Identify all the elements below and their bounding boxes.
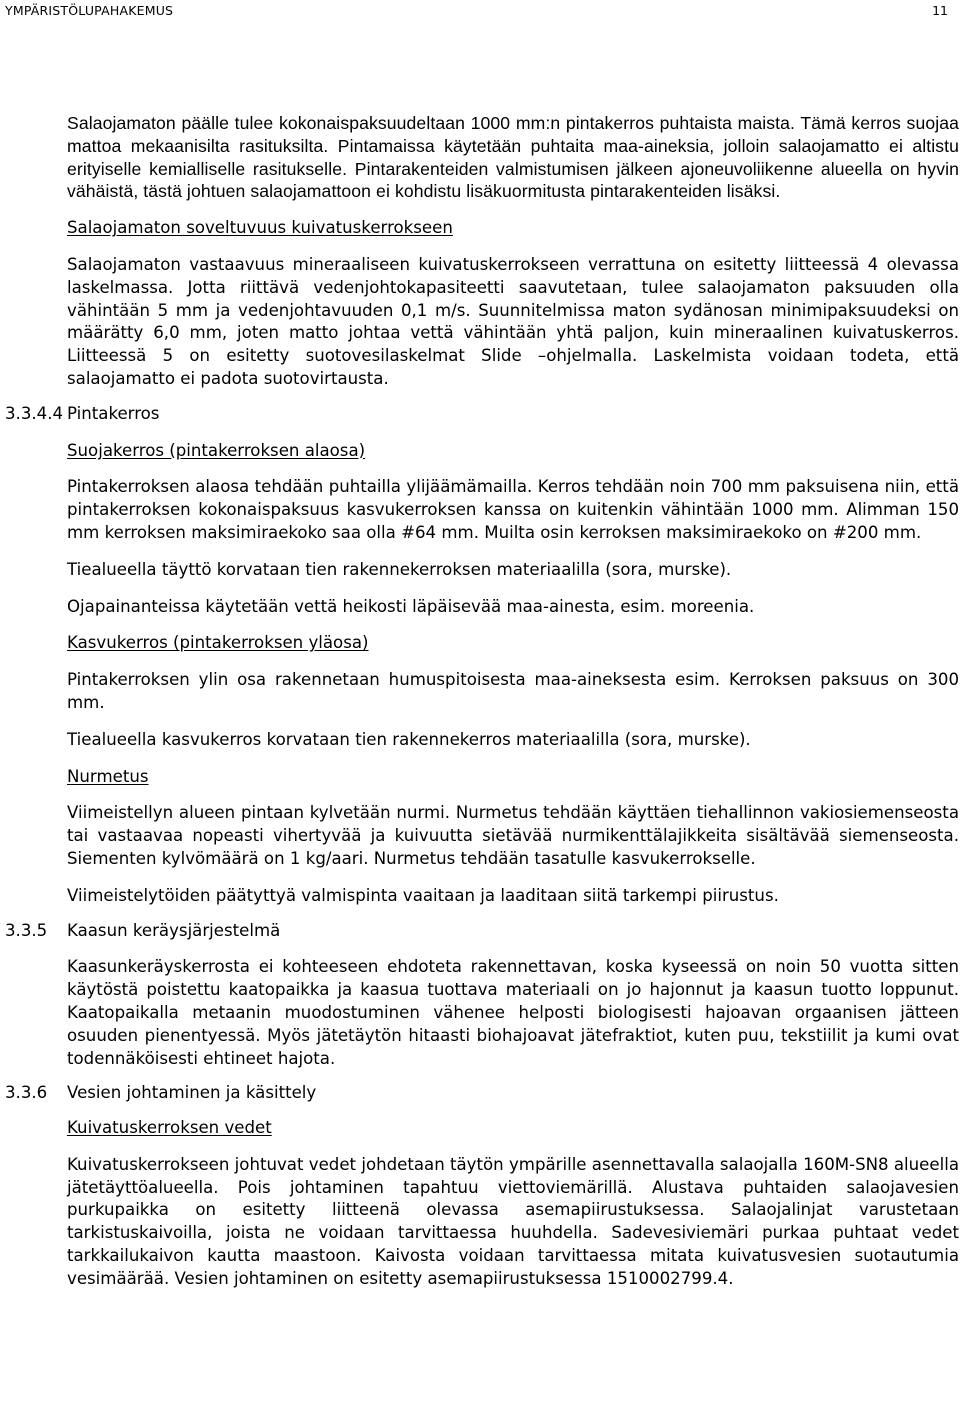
subheading-nurmetus: Nurmetus (67, 766, 149, 786)
section-number: 3.3.5 (5, 920, 48, 940)
paragraph-pintakerroksen-alaosa: Pintakerroksen alaosa tehdään puhtailla ylijäämämailla. Kerros tehdään noin 700 mm paksuisena niin, että pintakerroksen kokonaispaksuus kasvukerroksen kanssa on kuitenkin vähintään 1000 mm. Alimman 150 mm kerroksen maksimiraekoko saa olla #64 mm. Muilta osin kerroksen maksimiraekoko on #200 mm. (67, 477, 959, 542)
paragraph-ojapainanteet: Ojapainanteissa käytetään vettä heikosti läpäisevää maa-ainesta, esim. moreenia. (67, 596, 755, 616)
document-body (5, 112, 959, 1291)
paragraph-kaasunkerays: Kaasunkeräyskerrosta ei kohteeseen ehdoteta rakennettavan, koska kyseessä on noin 50 vuotta sitten käytöstä poistettu kaatopaikka ja kaasua tuottava materiaali on jo hajonnut ja kaasun tuotto loppunut. Kaatopaikalla metaanin muodostuminen vähenee helposti biologisesti hajoavan orgaanisen jätteen osuuden pienentyessä. Myös jätetäytön hitaasti biohajoavat jätefraktiot, kuten puu, tekstiilit ja kumi ovat todennäköisesti ehtineet hajota. (67, 957, 959, 1068)
subheading-kuivatuskerroksen-vedet: Kuivatuskerroksen vedet (67, 1118, 272, 1138)
subheading-salaojamaton-soveltuvuus: Salaojamaton soveltuvuus kuivatuskerrokseen (67, 218, 453, 238)
section-number: 3.3.4.4 (5, 403, 64, 423)
section-heading-3-3-6 (5, 1082, 959, 1105)
paragraph-kasvukerros: Pintakerroksen ylin osa rakennetaan humuspitoisesta maa-aineksesta esim. Kerroksen paksuus on 300 mm. (67, 670, 959, 712)
section-title: Pintakerros (67, 403, 160, 423)
section-title: Vesien johtaminen ja käsittely (67, 1083, 317, 1103)
paragraph-tiealue-kasvukerros: Tiealueella kasvukerros korvataan tien rakennekerros materiaalilla (sora, murske). (67, 729, 751, 749)
paragraph-nurmetus: Viimeistellyn alueen pintaan kylvetään nurmi. Nurmetus tehdään käyttäen tiehallinnon vakiosiemenseosta tai vastaavaa nopeasti vihertyvää ja kuivuutta sietävää nurmikenttälajikkeita sisältävää siemenseosta. Siementen kylvömäärä on 1 kg/aari. Nurmetus tehdään tasatulle kasvukerrokselle. (67, 803, 959, 868)
section-number: 3.3.6 (5, 1083, 48, 1103)
page-header (0, 0, 960, 22)
paragraph-pintakerros-intro: Salaojamaton päälle tulee kokonaispaksuudeltaan 1000 mm:n pintakerros puhtaista maista. Tämä kerros suojaa mattoa mekaanisilta rasituksilta. Pintamaissa käytetään puhtaita maa-aineksia, jolloin salaojamatto ei altistu erityiselle kemialliselle rasitukselle. Pintarakenteiden valmistumisen jälkeen ajoneuvoliikenne alueella on hyvin vähäistä, tästä johtuen salaojamattoon ei kohdistu lisäkuormitusta pintarakenteiden lisäksi. (67, 113, 959, 202)
section-heading-3-3-5 (5, 920, 959, 943)
section-heading-3-3-4-4 (5, 403, 959, 426)
section-title: Kaasun keräysjärjestelmä (67, 920, 281, 940)
paragraph-salaojamaton-vastaavuus: Salaojamaton vastaavuus mineraaliseen kuivatuskerrokseen verrattuna on esitetty liitteessä 4 olevassa laskelmassa. Jotta riittävä vedenjohtokapasiteetti saavutetaan, tulee salaojamaton paksuuden olla vähintään 5 mm ja vedenjohtavuuden 0,1 m/s. Suunnitelmissa maton sydänosan minimipaksuudeksi on määrätty 6,0 mm, joten matto johtaa vettä vähintään yhtä paljon, kuin mineraalinen kuivatuskerros. Liitteessä 5 on esitetty suotovesilaskelmat Slide –ohjelmalla. Laskelmista voidaan todeta, että salaojamatto ei padota suotovirtausta. (67, 254, 959, 388)
subheading-kasvukerros: Kasvukerros (pintakerroksen yläosa) (67, 633, 369, 653)
paragraph-viimeistely: Viimeistelytöiden päätyttyä valmispinta vaaitaan ja laaditaan siitä tarkempi piirustus. (67, 885, 779, 905)
subheading-suojakerros: Suojakerros (pintakerroksen alaosa) (67, 440, 366, 460)
paragraph-tiealue-tayttö: Tiealueella täyttö korvataan tien rakennekerroksen materiaalilla (sora, murske). (67, 559, 732, 579)
page-number: 11 (932, 3, 948, 18)
paragraph-kuivatusvedet: Kuivatuskerrokseen johtuvat vedet johdetaan täytön ympärille asennettavalla salaojalla 160M-SN8 alueella jätetäyttöalueella. Pois johtaminen tapahtuu viettoviemärillä. Alustava puhtaiden salaojavesien purkupaikka on esitetty liitteenä olevassa asemapiirustuksessa. Salaojalinjat varustetaan tarkistuskaivoilla, joista ne voidaan tarvittaessa huuhdella. Sadevesiviemäri purkaa puhtaat vedet tarkkailukaivon kautta maastoon. Kaivosta voidaan tarvittaessa mitata kuivatusvesien suotautumia vesimäärää. Vesien johtaminen on esitetty asemapiirustuksessa 1510002799.4. (67, 1154, 959, 1288)
document-title: YMPÄRISTÖLUPAHAKEMUS (5, 3, 174, 18)
